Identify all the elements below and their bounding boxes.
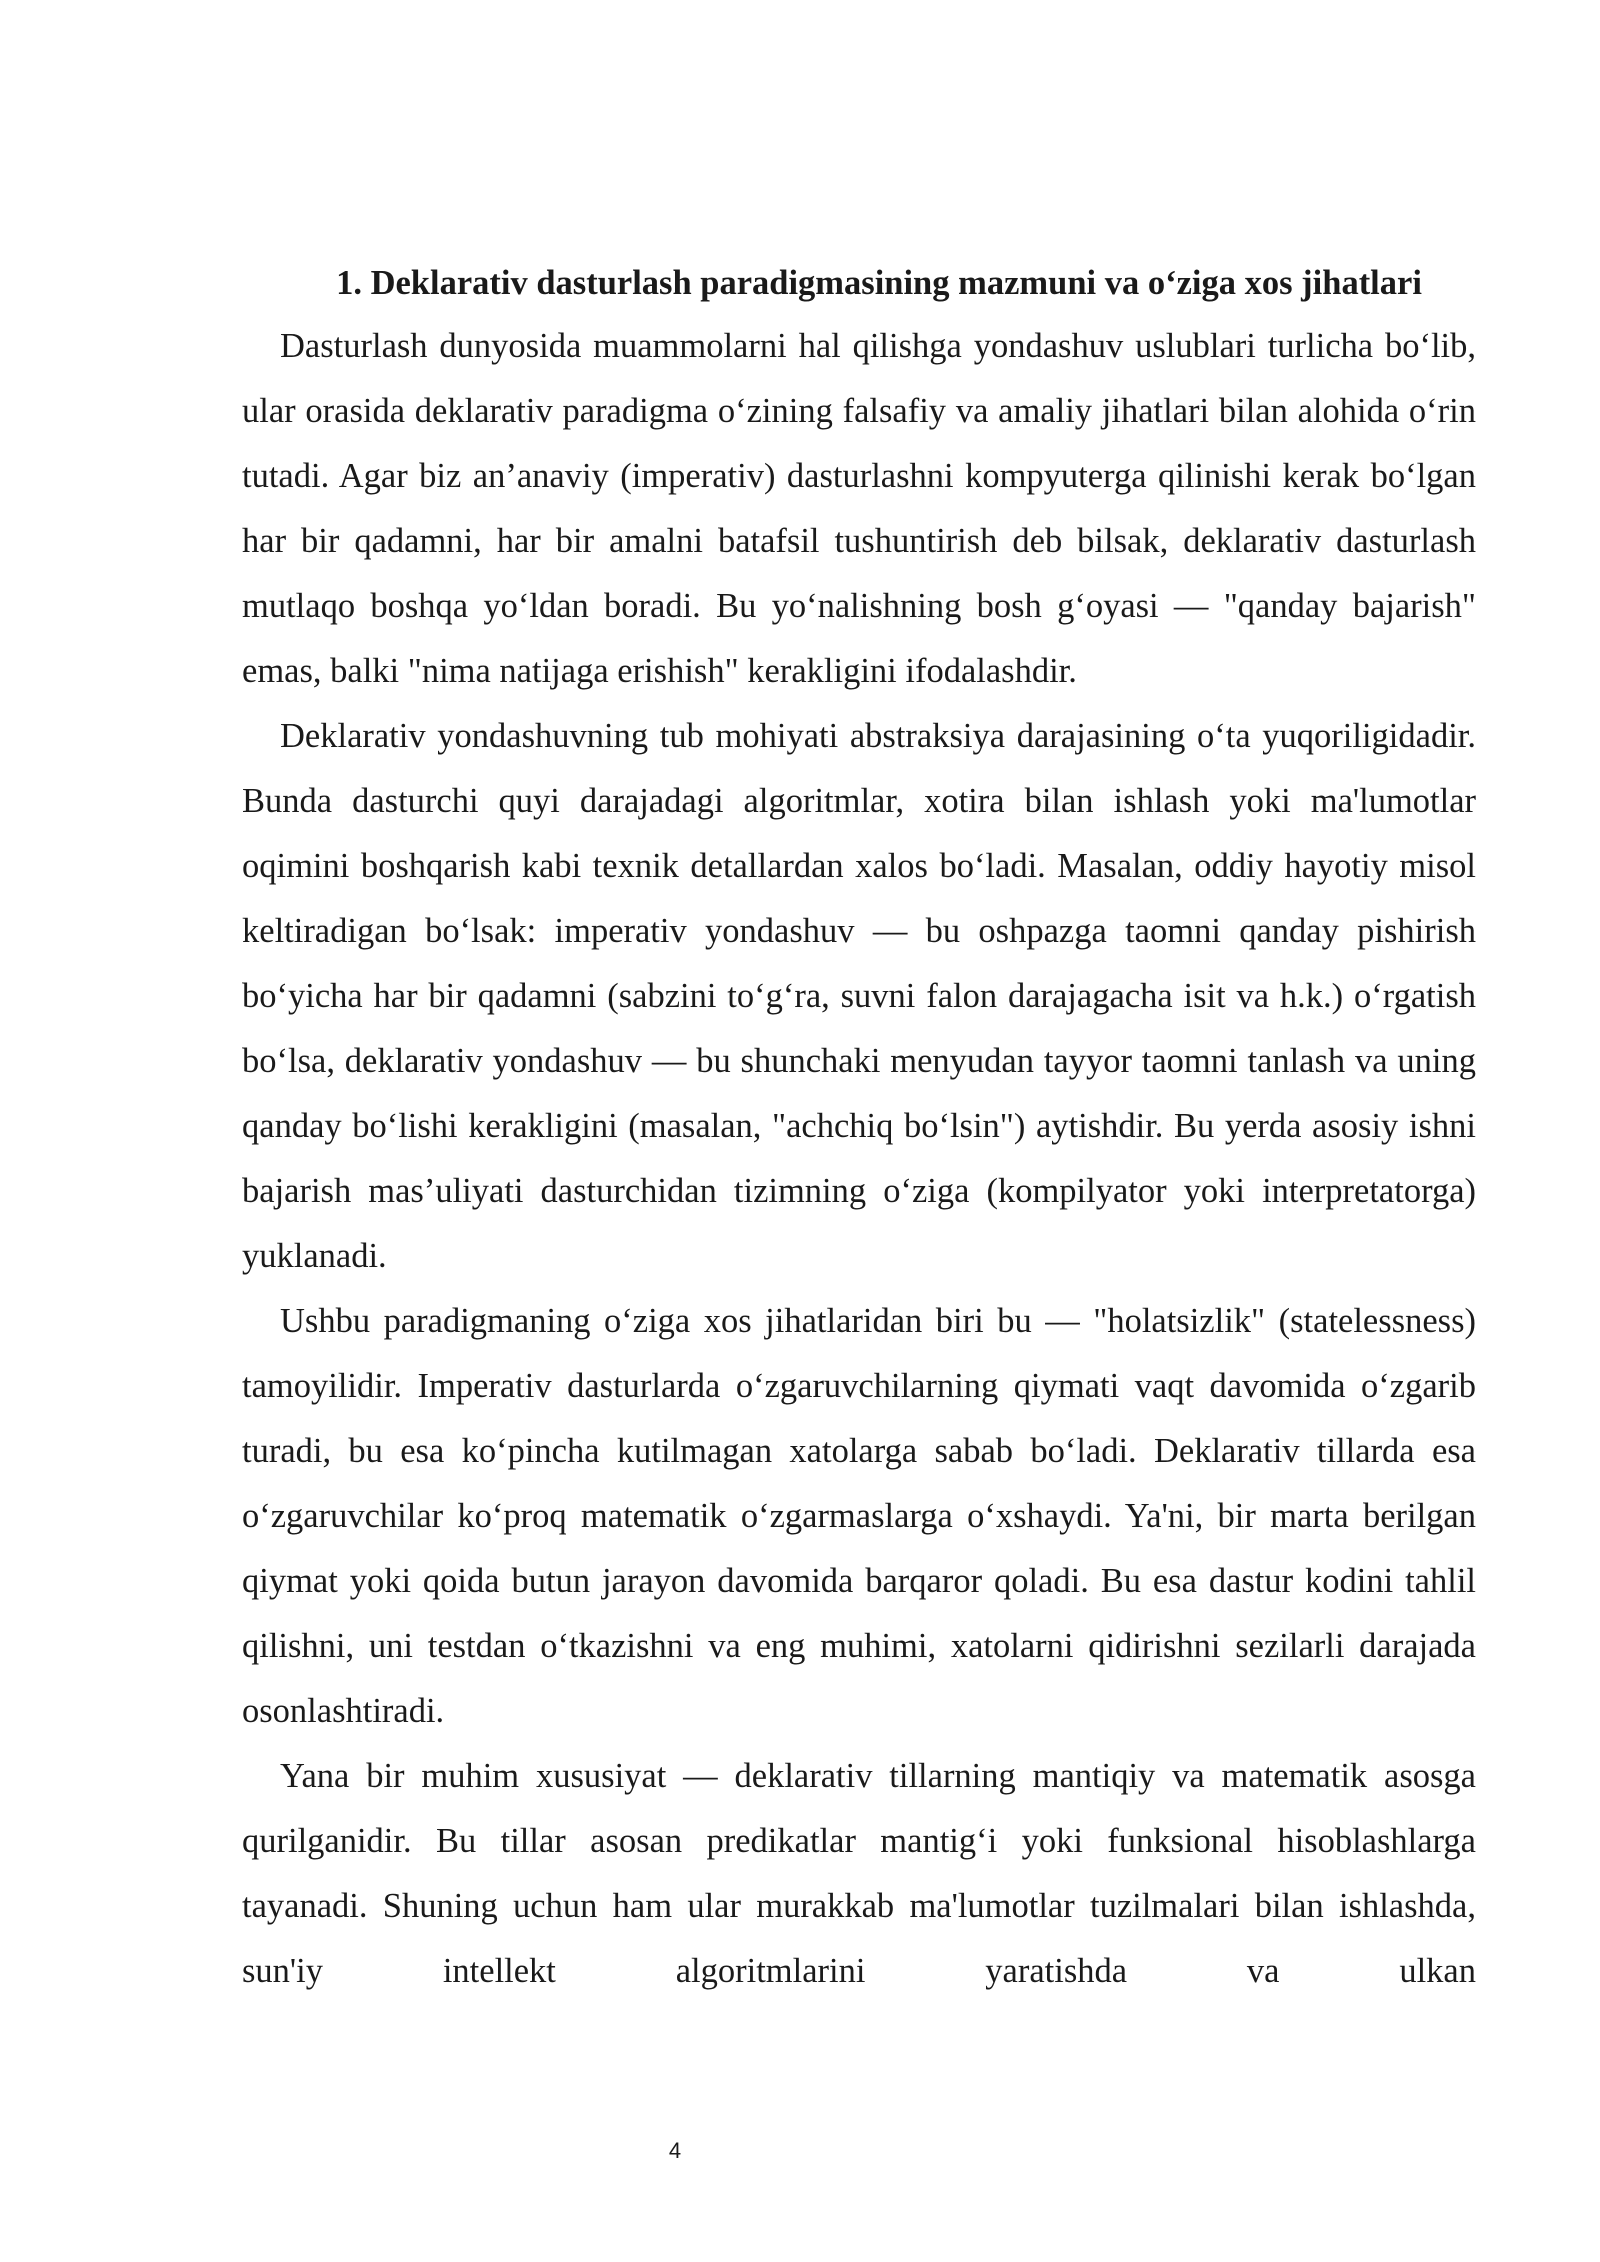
section-heading: 1. Deklarativ dasturlash paradigmasining mazmuni va o‘ziga xos jihatlari [336, 264, 1422, 302]
paragraph-4: Yana bir muhim xususiyat — deklarativ tillarning mantiqiy va matematik asosga qurilganidir. Bu tillar asosan predikatlar mantig‘i yoki funksional hisoblashlarga tayanadi. Shuning uchun ham ular murakkab ma'lumotlar tuzilmalari bilan ishlashda, sun'iy intellekt algoritmlarini yaratishda va ulkan [242, 1757, 1476, 1990]
page-content [242, 258, 1476, 2004]
paragraph-3: Ushbu paradigmaning o‘ziga xos jihatlaridan biri bu — "holatsizlik" (statelessness) tamoyilidir. Imperativ dasturlarda o‘zgaruvchilarning qiymati vaqt davomida o‘zgarib turadi, bu esa ko‘pincha kutilmagan xatolarga sabab bo‘ladi. Deklarativ tillarda esa o‘zgaruvchilar ko‘proq matematik o‘zgarmaslarga o‘xshaydi. Ya'ni, bir marta berilgan qiymat yoki qoida butun jarayon davomida barqaror qoladi. Bu esa dastur kodini tahlil qilishni, uni testdan o‘tkazishni va eng muhimi, xatolarni qidirishni sezilarli darajada osonlashtiradi. [242, 1302, 1476, 1730]
page-number: 4 [668, 2138, 682, 2163]
paragraph-2: Deklarativ yondashuvning tub mohiyati abstraksiya darajasining o‘ta yuqoriligidadir. Bunda dasturchi quyi darajadagi algoritmlar, xotira bilan ishlash yoki ma'lumotlar oqimini boshqarish kabi texnik detallardan xalos bo‘ladi. Masalan, oddiy hayotiy misol keltiradigan bo‘lsak: imperativ yondashuv — bu oshpazga taomni qanday pishirish bo‘yicha har bir qadamni (sabzini to‘g‘ra, suvni falon darajagacha isit va h.k.) o‘rgatish bo‘lsa, deklarativ yondashuv — bu shunchaki menyudan tayyor taomni tanlash va uning qanday bo‘lishi kerakligini (masalan, "achchiq bo‘lsin") aytishdir. Bu yerda asosiy ishni bajarish mas’uliyati dasturchidan tizimning o‘ziga (kompilyator yoki interpretatorga) yuklanadi. [242, 717, 1476, 1275]
paragraph-1: Dasturlash dunyosida muammolarni hal qilishga yondashuv uslublari turlicha bo‘lib, ular orasida deklarativ paradigma o‘zining falsafiy va amaliy jihatlari bilan alohida o‘rin tutadi. Agar biz an’anaviy (imperativ) dasturlashni kompyuterga qilinishi kerak bo‘lgan har bir qadamni, har bir amalni batafsil tushuntirish deb bilsak, deklarativ dasturlash mutlaqo boshqa yo‘ldan boradi. Bu yo‘nalishning bosh g‘oyasi — "qanday bajarish" emas, balki "nima natijaga erishish" kerakligini ifodalashdir. [242, 327, 1476, 690]
